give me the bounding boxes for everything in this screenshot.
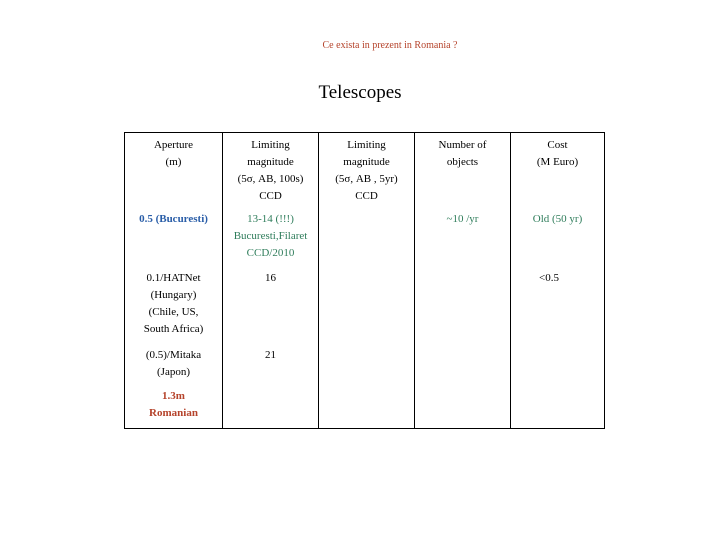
cell-cost xyxy=(511,384,605,429)
cell-mag-100s: 16 xyxy=(223,266,319,343)
cell-cost: <0.5 xyxy=(511,266,605,343)
cell-aperture: (0.5)/Mitaka (Japon) xyxy=(125,343,223,384)
slide-subtitle: Ce exista in prezent in Romania ? xyxy=(322,40,458,51)
telescopes-table xyxy=(124,132,605,429)
table-row xyxy=(125,343,605,384)
cell-objects xyxy=(415,266,511,343)
cell-objects xyxy=(415,384,511,429)
cell-mag-100s: 21 xyxy=(223,343,319,384)
slide-title: Telescopes xyxy=(318,82,402,103)
table-row xyxy=(125,266,605,343)
cell-aperture: 1.3m Romanian xyxy=(125,384,223,429)
table-row xyxy=(125,207,605,266)
cell-mag-100s xyxy=(223,384,319,429)
cell-mag-5yr xyxy=(319,343,415,384)
cell-mag-5yr xyxy=(319,266,415,343)
header-cost: Cost (M Euro) xyxy=(511,133,605,208)
cell-aperture: 0.5 (Bucuresti) xyxy=(125,207,223,266)
header-limiting-magnitude-5yr: Limiting magnitude (5σ, AB , 5yr) CCD xyxy=(319,133,415,208)
table-header-row xyxy=(125,133,605,208)
cell-mag-5yr xyxy=(319,384,415,429)
cell-cost: Old (50 yr) xyxy=(511,207,605,266)
header-number-of-objects: Number of objects xyxy=(415,133,511,208)
cell-cost xyxy=(511,343,605,384)
cell-aperture: 0.1/HATNet (Hungary) (Chile, US, South Africa) xyxy=(125,266,223,343)
header-aperture: Aperture (m) xyxy=(125,133,223,208)
cell-objects xyxy=(415,343,511,384)
table-row xyxy=(125,384,605,429)
cell-mag-100s: 13-14 (!!!) Bucuresti,Filaret CCD/2010 xyxy=(223,207,319,266)
cell-objects: ~10 /yr xyxy=(415,207,511,266)
cell-mag-5yr xyxy=(319,207,415,266)
header-limiting-magnitude-100s: Limiting magnitude (5σ, AB, 100s) CCD xyxy=(223,133,319,208)
